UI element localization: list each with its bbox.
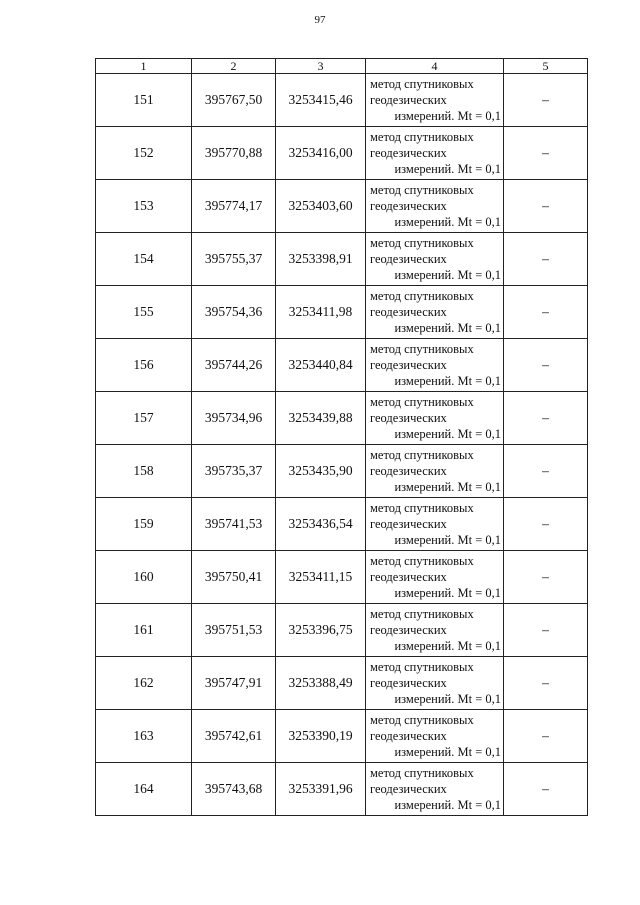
x-coordinate-cell: 395774,17	[192, 180, 276, 233]
method-text-line: геодезических	[370, 252, 447, 266]
point-number-cell: 151	[96, 74, 192, 127]
method-text-line: геодезических	[370, 411, 447, 425]
method-text-line: метод спутниковых	[370, 660, 474, 674]
x-coordinate-cell: 395741,53	[192, 498, 276, 551]
table-row	[96, 445, 588, 498]
method-text-line: метод спутниковых	[370, 448, 474, 462]
method-text-line: измерений. Mt = 0,1	[394, 798, 501, 812]
method-text-line: метод спутниковых	[370, 130, 474, 144]
note-cell: –	[504, 657, 588, 710]
note-cell: –	[504, 763, 588, 816]
method-text-line: измерений. Mt = 0,1	[394, 745, 501, 759]
method-cell	[366, 180, 504, 233]
x-coordinate-cell: 395750,41	[192, 551, 276, 604]
method-cell	[366, 657, 504, 710]
y-coordinate-cell: 3253391,96	[276, 763, 366, 816]
y-coordinate-cell: 3253436,54	[276, 498, 366, 551]
point-number-cell: 162	[96, 657, 192, 710]
note-cell: –	[504, 339, 588, 392]
method-cell	[366, 339, 504, 392]
point-number-cell: 164	[96, 763, 192, 816]
column-header: 4	[366, 59, 504, 74]
y-coordinate-cell: 3253435,90	[276, 445, 366, 498]
point-number-cell: 154	[96, 233, 192, 286]
x-coordinate-cell: 395755,37	[192, 233, 276, 286]
method-text-line: метод спутниковых	[370, 713, 474, 727]
table-row	[96, 127, 588, 180]
method-text-line: геодезических	[370, 358, 447, 372]
column-header: 1	[96, 59, 192, 74]
table-row	[96, 551, 588, 604]
x-coordinate-cell: 395743,68	[192, 763, 276, 816]
y-coordinate-cell: 3253439,88	[276, 392, 366, 445]
y-coordinate-cell: 3253390,19	[276, 710, 366, 763]
note-cell: –	[504, 392, 588, 445]
method-text-line: метод спутниковых	[370, 607, 474, 621]
method-text-line: геодезических	[370, 93, 447, 107]
table-row	[96, 233, 588, 286]
x-coordinate-cell: 395742,61	[192, 710, 276, 763]
x-coordinate-cell: 395767,50	[192, 74, 276, 127]
x-coordinate-cell: 395734,96	[192, 392, 276, 445]
method-text-line: измерений. Mt = 0,1	[394, 374, 501, 388]
x-coordinate-cell: 395770,88	[192, 127, 276, 180]
method-text-line: геодезических	[370, 782, 447, 796]
method-text-line: измерений. Mt = 0,1	[394, 639, 501, 653]
y-coordinate-cell: 3253398,91	[276, 233, 366, 286]
note-cell: –	[504, 180, 588, 233]
method-cell	[366, 604, 504, 657]
point-number-cell: 155	[96, 286, 192, 339]
table-row	[96, 657, 588, 710]
method-text-line: геодезических	[370, 146, 447, 160]
method-cell	[366, 127, 504, 180]
method-text-line: измерений. Mt = 0,1	[394, 586, 501, 600]
x-coordinate-cell: 395754,36	[192, 286, 276, 339]
method-text-line: геодезических	[370, 517, 447, 531]
method-cell	[366, 392, 504, 445]
note-cell: –	[504, 498, 588, 551]
method-text-line: измерений. Mt = 0,1	[394, 268, 501, 282]
method-text-line: метод спутниковых	[370, 342, 474, 356]
method-text-line: метод спутниковых	[370, 289, 474, 303]
method-text-line: измерений. Mt = 0,1	[394, 692, 501, 706]
y-coordinate-cell: 3253416,00	[276, 127, 366, 180]
table-header-row	[96, 59, 588, 74]
method-text-line: геодезических	[370, 676, 447, 690]
method-text-line: метод спутниковых	[370, 183, 474, 197]
x-coordinate-cell: 395735,37	[192, 445, 276, 498]
note-cell: –	[504, 233, 588, 286]
method-text-line: метод спутниковых	[370, 554, 474, 568]
method-text-line: метод спутниковых	[370, 395, 474, 409]
point-number-cell: 158	[96, 445, 192, 498]
y-coordinate-cell: 3253411,15	[276, 551, 366, 604]
y-coordinate-cell: 3253415,46	[276, 74, 366, 127]
point-number-cell: 159	[96, 498, 192, 551]
method-text-line: геодезических	[370, 570, 447, 584]
point-number-cell: 153	[96, 180, 192, 233]
note-cell: –	[504, 710, 588, 763]
method-text-line: метод спутниковых	[370, 236, 474, 250]
table-row	[96, 392, 588, 445]
point-number-cell: 152	[96, 127, 192, 180]
method-cell	[366, 74, 504, 127]
method-cell	[366, 710, 504, 763]
method-text-line: метод спутниковых	[370, 501, 474, 515]
y-coordinate-cell: 3253411,98	[276, 286, 366, 339]
x-coordinate-cell: 395751,53	[192, 604, 276, 657]
table-row	[96, 180, 588, 233]
y-coordinate-cell: 3253403,60	[276, 180, 366, 233]
method-text-line: метод спутниковых	[370, 77, 474, 91]
table-row	[96, 74, 588, 127]
note-cell: –	[504, 551, 588, 604]
point-number-cell: 157	[96, 392, 192, 445]
table-row	[96, 339, 588, 392]
method-cell	[366, 498, 504, 551]
method-text-line: измерений. Mt = 0,1	[394, 533, 501, 547]
method-text-line: измерений. Mt = 0,1	[394, 162, 501, 176]
note-cell: –	[504, 286, 588, 339]
y-coordinate-cell: 3253440,84	[276, 339, 366, 392]
method-text-line: измерений. Mt = 0,1	[394, 109, 501, 123]
method-text-line: измерений. Mt = 0,1	[394, 427, 501, 441]
method-cell	[366, 286, 504, 339]
page-number: 97	[314, 14, 326, 26]
method-cell	[366, 445, 504, 498]
method-text-line: геодезических	[370, 199, 447, 213]
note-cell: –	[504, 74, 588, 127]
point-number-cell: 156	[96, 339, 192, 392]
method-cell	[366, 551, 504, 604]
method-text-line: измерений. Mt = 0,1	[394, 321, 501, 335]
column-header: 2	[192, 59, 276, 74]
method-text-line: геодезических	[370, 729, 447, 743]
table-body	[96, 74, 588, 816]
method-text-line: геодезических	[370, 305, 447, 319]
method-cell	[366, 763, 504, 816]
method-text-line: геодезических	[370, 464, 447, 478]
table-row	[96, 286, 588, 339]
method-text-line: геодезических	[370, 623, 447, 637]
x-coordinate-cell: 395744,26	[192, 339, 276, 392]
method-text-line: измерений. Mt = 0,1	[394, 480, 501, 494]
column-header: 5	[504, 59, 588, 74]
x-coordinate-cell: 395747,91	[192, 657, 276, 710]
y-coordinate-cell: 3253388,49	[276, 657, 366, 710]
table-row	[96, 763, 588, 816]
table-row	[96, 498, 588, 551]
method-text-line: метод спутниковых	[370, 766, 474, 780]
table-row	[96, 710, 588, 763]
method-text-line: измерений. Mt = 0,1	[394, 215, 501, 229]
point-number-cell: 160	[96, 551, 192, 604]
note-cell: –	[504, 445, 588, 498]
table-row	[96, 604, 588, 657]
column-header: 3	[276, 59, 366, 74]
point-number-cell: 161	[96, 604, 192, 657]
note-cell: –	[504, 604, 588, 657]
note-cell: –	[504, 127, 588, 180]
y-coordinate-cell: 3253396,75	[276, 604, 366, 657]
method-cell	[366, 233, 504, 286]
point-number-cell: 163	[96, 710, 192, 763]
coordinates-table	[95, 58, 588, 816]
